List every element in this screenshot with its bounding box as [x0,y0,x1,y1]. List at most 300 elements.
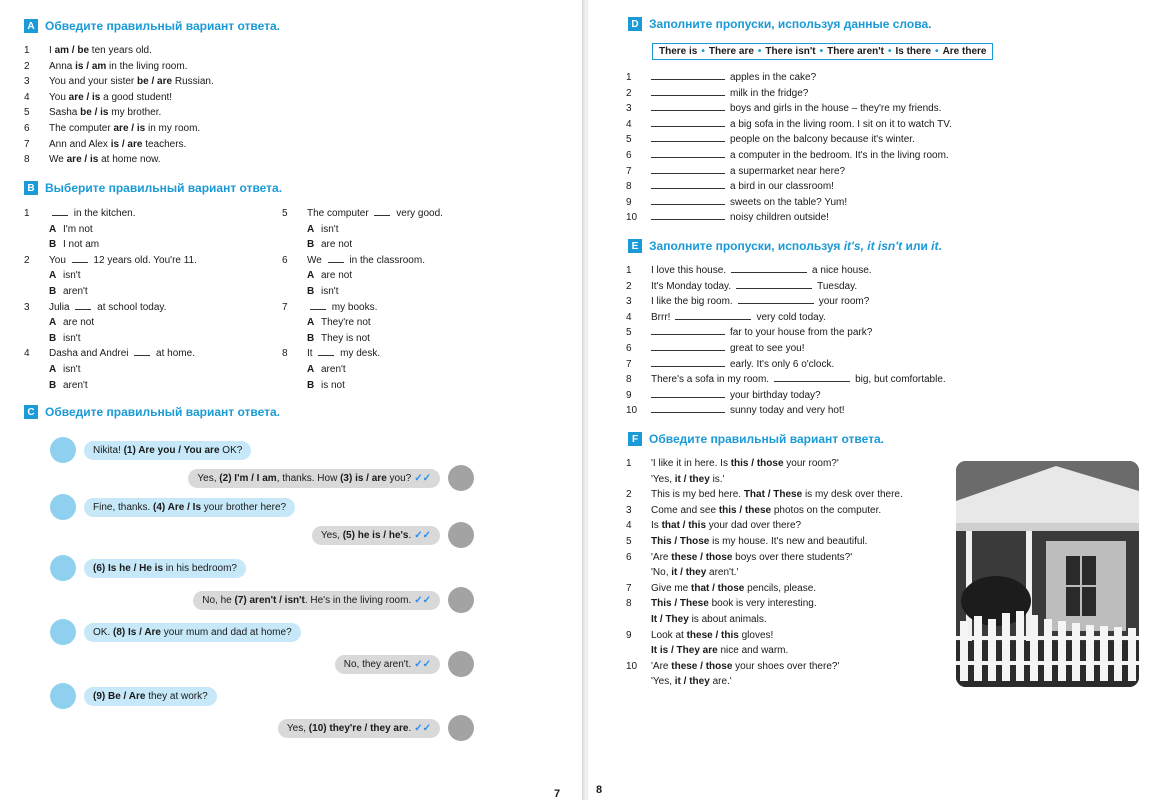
exercise-item [24,137,214,153]
answer-option-b[interactable] [282,284,443,300]
answer-option-b[interactable] [282,378,443,394]
option-text: I'm not [63,223,93,235]
option-text: aren't [321,363,346,375]
item-text [651,565,738,581]
friend-avatar-icon [50,437,76,463]
item-text-pre: Brrr! [651,311,671,323]
user-avatar-icon [448,715,474,741]
section-c-heading [24,405,280,419]
item-text-post: sunny today and very hot! [730,405,845,417]
answer-option-a[interactable] [282,362,443,378]
answer-blank[interactable] [651,341,725,351]
question-pre: It [307,348,316,360]
item-number: 5 [626,134,632,146]
answer-choice[interactable]: (7) aren't / isn't [234,594,305,606]
message-text: . He's in the living room. [304,594,412,606]
fill-in-item [626,117,952,133]
item-text-pre: 'Are [651,660,672,672]
item-text-post: is about animals. [688,613,767,625]
exercise-item [24,74,214,90]
question-item [24,206,197,222]
answer-choice[interactable]: these / those [671,551,733,563]
answer-blank[interactable] [651,388,725,398]
item-text-pre: You [49,91,69,103]
question-post: in the kitchen. [71,208,136,219]
option-text: are not [321,239,353,251]
item-text [651,581,816,597]
item-text: people on the balcony because it's winter. [730,134,915,146]
item-number: 8 [24,154,30,166]
item-text-post: in the living room. [106,60,188,72]
item-text-pre: Give me [651,582,692,594]
item-number: 5 [282,208,288,219]
item-text-pre: Ann and Alex [49,138,111,150]
indent [282,268,307,284]
item-number: 9 [626,389,632,401]
item-text-pre: There's a sofa in my room. [651,374,770,386]
answer-option-a[interactable] [24,362,197,378]
indent [24,268,49,284]
item-number: 6 [626,342,632,354]
question-post: 12 years old. You're 11. [90,254,197,266]
exercise-item [24,121,214,137]
answer-choice[interactable]: that / those [691,582,745,594]
answer-choice[interactable]: am / be [54,45,90,56]
answer-option-b[interactable] [24,284,197,300]
friend-avatar-icon [50,494,76,520]
exercise-item [24,90,214,106]
option-text: isn't [321,285,339,297]
item-number: 7 [24,138,30,150]
option-letter: B [307,379,315,391]
answer-blank[interactable] [651,164,725,174]
item-text-pre: 'Are [651,551,672,563]
fill-in-item [626,70,952,86]
question-text [49,253,197,269]
answer-choice[interactable]: It / They [651,613,689,625]
item-number: 6 [626,551,632,563]
answer-choice[interactable]: This / Those [651,535,710,547]
section-a-heading [24,19,280,33]
indent [282,315,307,331]
message-text: Yes, [286,722,309,734]
item-number: 2 [24,60,30,72]
option-letter: A [307,270,315,282]
answer-blank[interactable] [651,357,725,367]
answer-option-a[interactable] [24,222,197,238]
item-text-post: aren't.' [706,567,739,579]
friend-avatar-icon [50,619,76,645]
answer-choice[interactable]: it / they [674,473,710,485]
message-text: No, he [202,594,235,606]
answer-choice[interactable]: That / These [743,489,803,501]
section-c-badge: C [24,405,38,419]
indent [24,237,49,253]
item-text-post: my brother. [108,107,162,119]
item-text [49,121,200,137]
item-number: 7 [626,165,632,177]
answer-choice[interactable]: (2) I'm / I am [219,472,277,484]
message-text: they at work? [145,690,208,702]
exercise-item [24,43,214,59]
item-text-pre: Anna [49,60,76,72]
exercise-line [626,628,903,644]
exercise-line [626,565,903,581]
right-page [588,0,1151,800]
exercise-line [626,518,903,534]
fill-in-item [626,325,946,341]
exercise-line [626,503,903,519]
page-number-left: 7 [554,788,561,800]
option-text: They're not [321,317,371,329]
option-text: isn't [63,332,81,344]
exercise-line [626,659,903,675]
chat-message-in [50,683,217,709]
question-item [282,206,443,222]
word-bank-item: Are there [942,46,987,57]
item-text-pre: Come and see [651,504,719,516]
bullet-separator: • [887,46,892,57]
chat-message-out [188,465,474,491]
bullet-separator: • [757,46,762,57]
item-text-post: is my desk over there. [802,489,903,501]
option-letter: A [49,317,57,329]
gap-blank [72,253,88,263]
item-text-post: nice and warm. [717,645,789,657]
item-number: 10 [626,212,638,224]
indent [282,362,307,378]
answer-option-b[interactable] [24,331,197,347]
item-text [651,456,839,472]
answer-choice[interactable]: (8) Is / Are [113,626,161,638]
option-text: are not [63,317,95,329]
page-number-right: 8 [596,784,603,796]
item-number [626,565,651,581]
option-text: aren't [63,285,88,297]
message-text: No, they aren't. [343,658,412,670]
option-text: aren't [63,379,88,391]
section-f-title: Обведите правильный вариант ответа. [649,432,884,446]
answer-blank[interactable] [651,179,725,189]
message-text: , thanks. How [276,472,341,484]
item-number: 3 [24,76,30,88]
chat-bubble [188,469,440,488]
answer-option-b[interactable] [282,331,443,347]
item-number: 1 [626,72,632,83]
answer-choice[interactable]: it / they [671,567,707,579]
item-text-post: pencils, please. [744,582,817,594]
section-b-title: Выберите правильный вариант ответа. [45,181,283,195]
answer-choice[interactable]: these / this [686,629,739,641]
answer-choice[interactable]: are / is [113,122,146,134]
message-text: you? [386,472,412,484]
friend-avatar-icon [50,683,76,709]
item-text-pre: 'Yes, [651,676,675,688]
item-number: 7 [282,301,288,313]
item-text-post: very cold today. [756,311,826,323]
word-bank-item: There isn't [765,46,816,57]
item-text-post: big, but comfortable. [855,374,946,386]
item-text [49,137,186,153]
item-number: 6 [626,149,632,161]
item-text [651,612,767,628]
answer-blank[interactable] [675,310,751,320]
read-receipt-icon: ✓✓ [414,594,431,606]
item-text [49,90,172,106]
fill-in-item [626,179,952,195]
item-text-post: ten years old. [89,45,152,56]
option-letter: B [49,332,57,344]
answer-choice[interactable]: be / is [80,107,109,119]
section-a-list [24,43,214,168]
answer-blank[interactable] [651,210,725,220]
question-text [307,206,443,222]
answer-option-b[interactable] [24,237,197,253]
item-number: 4 [626,520,632,532]
item-text [651,503,881,519]
answer-option-a[interactable] [282,222,443,238]
answer-blank[interactable] [731,263,807,273]
section-f-badge: F [628,432,642,446]
item-number: 5 [626,535,632,547]
item-text-pre: 'No, [651,567,672,579]
exercise-item [24,59,214,75]
answer-blank[interactable] [651,325,725,335]
answer-choice[interactable]: (5) he is / he's [342,529,409,541]
exercise-line [626,674,903,690]
item-number: 2 [626,87,632,99]
option-letter: B [49,285,57,297]
item-text [49,59,187,75]
question-text [49,300,166,316]
answer-blank[interactable] [736,279,812,289]
item-number: 5 [24,107,30,119]
chat-bubble [84,623,301,642]
gap-blank [328,253,344,263]
item-text-post: a good student! [100,91,173,103]
answer-blank[interactable] [651,132,725,142]
answer-choice[interactable]: This / These [651,598,709,610]
chat-bubble [84,441,251,460]
answer-choice[interactable]: are / is [68,91,101,103]
option-letter: B [49,239,57,251]
answer-blank[interactable] [738,294,814,304]
answer-choice[interactable]: is / are [110,138,143,150]
section-e-heading [628,239,942,253]
item-number: 8 [626,598,632,610]
question-post: at school today. [94,301,167,313]
chat-message-in [50,619,301,645]
option-letter: B [307,285,315,297]
option-letter: A [49,270,57,282]
gap-blank [52,206,68,216]
chat-bubble [84,559,246,578]
message-text: in his bedroom? [163,562,237,574]
option-letter: B [307,239,315,251]
chat-message-in [50,437,251,463]
item-number: 6 [24,122,30,134]
fill-in-item [626,357,946,373]
item-number: 8 [626,181,632,193]
answer-choice[interactable]: (9) Be / Are [93,690,146,702]
item-number: 2 [626,280,632,292]
answer-choice[interactable]: (4) Are / Is [153,501,202,513]
message-text: Yes, [320,529,343,541]
item-text [651,550,852,566]
fill-in-item [626,341,946,357]
item-text-post: great to see you! [730,342,805,354]
item-text [49,43,152,59]
answer-option-b[interactable] [24,378,197,394]
user-avatar-icon [448,651,474,677]
answer-choice[interactable]: it / they [674,676,710,688]
item-text-post: at home now. [98,154,161,166]
item-text-post: your dad over there? [706,520,802,532]
answer-blank[interactable] [651,86,725,96]
word-bank-item: There aren't [827,46,884,57]
answer-choice[interactable]: this / these [718,504,772,516]
item-number: 2 [626,489,632,501]
item-text-post: gloves! [738,629,774,641]
item-text-post: book is very interesting. [708,598,817,610]
indent [24,362,49,378]
answer-choice[interactable]: (10) they're / they are [308,722,409,734]
answer-option-a[interactable] [282,315,443,331]
item-text [49,152,161,168]
option-text: They is not [321,332,370,344]
user-avatar-icon [448,522,474,548]
section-d-badge: D [628,17,642,31]
answer-option-a[interactable] [24,268,197,284]
message-text: . [408,529,412,541]
answer-option-a[interactable] [24,315,197,331]
item-text [651,487,903,503]
exercise-line [626,472,903,488]
chat-bubble [84,687,217,706]
indent [282,284,307,300]
fill-in-item [626,263,946,279]
item-text [651,534,867,550]
section-d-title: Заполните пропуски, используя данные слова. [649,17,932,31]
answer-blank[interactable] [774,372,850,382]
answer-blank[interactable] [651,195,725,205]
item-text: milk in the fridge? [730,87,809,99]
chat-message-out [335,651,474,677]
answer-blank[interactable] [651,403,725,413]
item-text [651,518,801,534]
item-text-pre: We [49,154,67,166]
item-number: 4 [626,311,632,323]
item-number: 2 [24,254,30,266]
item-number: 1 [24,45,30,56]
question-item [282,346,443,362]
option-letter: B [307,332,315,344]
item-text: a computer in the bedroom. It's in the living room. [730,149,949,161]
question-text [49,346,195,362]
answer-choice[interactable]: that / this [661,520,707,532]
item-text: sweets on the table? Yum! [730,196,848,208]
answer-choice[interactable]: is / am [75,60,107,72]
fill-in-item [626,210,952,226]
answer-choice[interactable]: are / is [66,154,99,166]
item-number: 10 [626,405,638,417]
answer-choice[interactable]: (3) is / are [340,472,387,484]
item-text-post: far to your house from the park? [730,327,873,339]
item-text [651,643,788,659]
item-text-pre: I like the big room. [651,296,733,308]
chat-message-in [50,555,246,581]
bullet-separator: • [935,46,939,57]
option-letter: A [49,223,57,235]
option-letter: A [307,363,315,375]
item-text [651,659,839,675]
item-text-pre: The computer [49,122,114,134]
section-b-column-1 [24,206,197,393]
fill-in-item [626,195,952,211]
question-item [282,253,443,269]
question-text [49,206,135,222]
item-text-post: photos on the computer. [771,504,882,516]
item-text-pre: Look at [651,629,687,641]
section-b-badge: B [24,181,38,195]
item-number: 3 [626,103,632,115]
option-letter: A [307,223,315,235]
chat-message-out [312,522,474,548]
answer-choice[interactable]: this / those [730,458,784,469]
chat-message-in [50,494,295,520]
item-text [651,596,817,612]
chat-bubble [312,526,440,545]
exercise-line [626,643,903,659]
read-receipt-icon: ✓✓ [414,658,431,670]
item-text-post: Tuesday. [817,280,858,292]
answer-blank[interactable] [651,70,725,80]
item-number: 3 [626,296,632,308]
item-number: 5 [626,327,632,339]
item-text-post: boys over there students?' [732,551,853,563]
answer-choice[interactable]: be / are [137,76,173,88]
word-bank-item: Is there [895,46,932,57]
answer-option-a[interactable] [282,268,443,284]
answer-choice[interactable]: It is / They are [651,645,718,657]
option-letter: A [49,363,57,375]
answer-blank[interactable] [651,117,725,127]
section-e-title [649,239,942,253]
answer-blank[interactable] [651,148,725,158]
exercise-item [24,105,214,121]
question-pre: The computer [307,208,372,219]
answer-blank[interactable] [651,101,725,111]
word-bank-item: There are [708,46,754,57]
section-e-title-part: Заполните пропуски, используя [649,239,844,253]
answer-choice[interactable]: (1) Are you / You are [123,444,220,456]
answer-choice[interactable]: these / those [671,660,733,672]
bullet-separator: • [819,46,824,57]
item-text-post: your room?' [783,458,839,469]
section-e-badge: E [628,239,642,253]
fill-in-item [626,132,952,148]
item-text-post: are.' [709,676,732,688]
question-text [307,253,425,269]
option-text: isn't [321,223,339,235]
section-e-title-italic: it's, it isn't [843,239,903,253]
message-text: your brother here? [201,501,287,513]
user-avatar-icon [448,587,474,613]
item-text-pre: I love this house. [651,265,727,276]
item-number: 3 [24,301,30,313]
answer-choice[interactable]: (6) Is he / He is [93,562,164,574]
answer-option-b[interactable] [282,237,443,253]
